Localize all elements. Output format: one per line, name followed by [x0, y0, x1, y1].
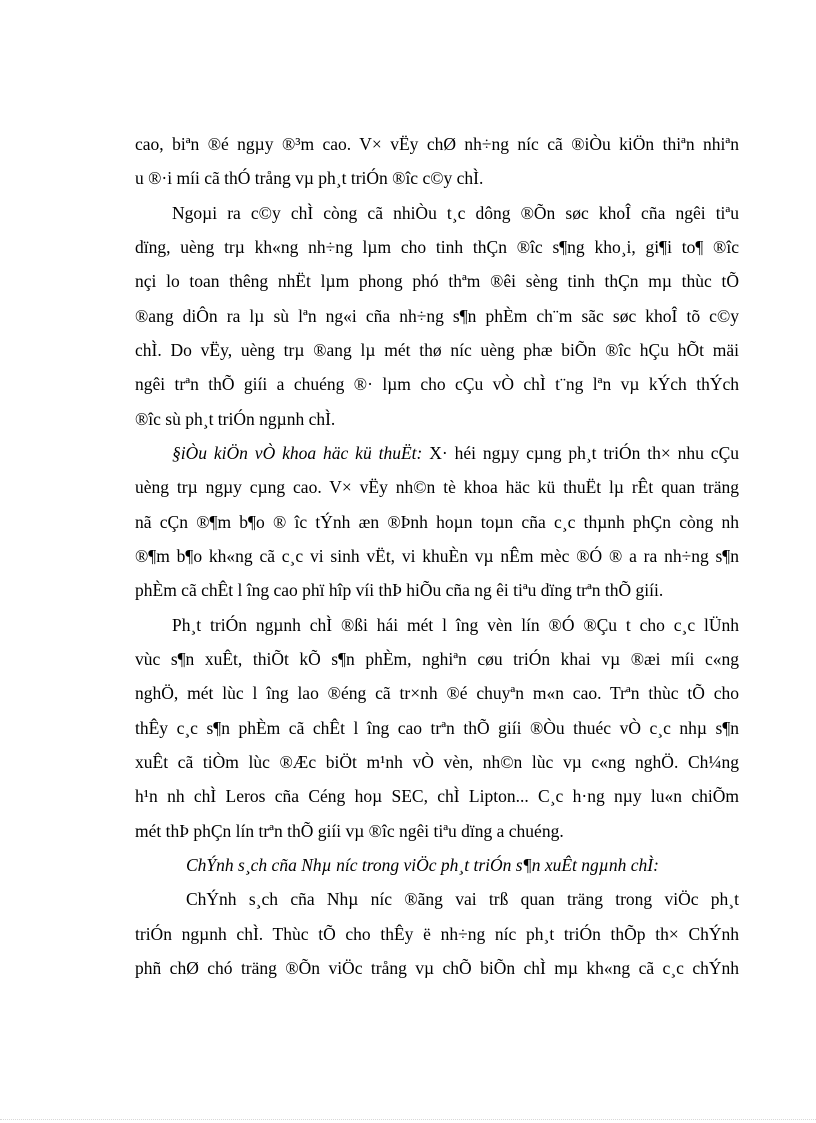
page-bottom-divider	[0, 1119, 816, 1120]
text-line: xuÊt cã tiÒm lùc ®Æc biÖt m¹nh vÒ vèn, nh©n lùc vµ c«ng nghÖ. Ch¼ng	[135, 752, 739, 772]
text-line: thÊy c¸c s¶n phÈm cã chÊt l îng cao trªn thÕ giíi ®Òu thuéc vÒ c¸c nhµ s¶n	[135, 718, 739, 738]
text-line: Ph¸t triÓn ngµnh chÌ ®ßi hái mét l îng vèn lín ®Ó ®Çu t cho c¸c lÜnh	[172, 615, 739, 635]
text-line: triÓn ngµnh chÌ. Thùc tÕ cho thÊy ë nh÷ng níc ph¸t triÓn thÕp th× ChÝnh	[135, 924, 739, 944]
text-line: ®îc sù ph¸t triÓn ngµnh chÌ.	[135, 409, 336, 429]
text-line: ChÝnh s¸ch cña Nhµ níc ®ãng vai trß quan träng trong viÖc ph¸t	[186, 889, 739, 909]
text-line: nghÖ, mét lùc l îng lao ®éng cã tr×nh ®é chuyªn m«n cao. Trªn thùc tÕ cho	[135, 683, 739, 703]
text-line: uèng trµ ngµy cµng cao. V× vËy nh©n tè khoa häc kü thuËt lµ rÊt quan träng	[135, 477, 739, 497]
text-line: dïng, uèng trµ kh«ng nh÷ng lµm cho tinh thÇn ®îc s¶ng kho¸i, gi¶i to¶ ®îc	[135, 237, 739, 257]
section-heading: ChÝnh s¸ch cña Nhµ níc trong viÖc ph¸t triÓn s¶n xuÊt ngµnh chÌ:	[186, 855, 659, 875]
text-line: h¹n nh chÌ Leros cña Céng hoµ SEC, chÌ Lipton... C¸c h·ng nµy lu«n chiÕm	[135, 786, 739, 806]
text-line	[172, 436, 739, 470]
text-line: cao, biªn ®é ngµy ®³m cao. V× vËy chØ nh÷ng níc cã ®iÒu kiÖn thiªn nhiªn	[135, 134, 739, 154]
text-line: ®¶m b¶o kh«ng cã c¸c vi sinh vËt, vi khuÈn vµ nÊm mèc ®Ó ® a ra nh÷ng s¶n	[135, 546, 739, 566]
text-line: Ngoµi ra c©y chÌ còng cã nhiÒu t¸c dông ®Õn søc khoÎ cña ngêi tiªu	[172, 203, 739, 223]
text-line: u ®·i míi cã thÓ trång vµ ph¸t triÓn ®îc c©y chÌ.	[135, 168, 484, 188]
section-heading-inline: §iÒu kiÖn vÒ khoa häc kü thuËt:	[172, 443, 423, 463]
text-line: phÈm cã chÊt l îng cao phï hîp víi thÞ hiÕu cña ng êi tiªu dïng trªn thÕ giíi.	[135, 580, 664, 600]
text-line: nã cÇn ®¶m b¶o ® îc tÝnh æn ®Þnh hoµn toµn cña c¸c thµnh phÇn còng nh	[135, 512, 739, 532]
text-line: phñ chØ chó träng ®Õn viÖc trång vµ chÕ biÕn chÌ mµ kh«ng cã c¸c chÝnh	[135, 958, 739, 978]
text-line: vùc s¶n xuÊt, thiÕt kÕ s¶n phÈm, nghiªn cøu triÓn khai vµ ®æi míi c«ng	[135, 649, 739, 669]
text-line: chÌ. Do vËy, uèng trµ ®ang lµ mét thø níc uèng phæ biÕn ®îc hÇu hÕt mäi	[135, 340, 739, 360]
text-run: X· héi ngµy cµng ph¸t triÓn th× nhu cÇu	[422, 443, 739, 463]
text-line: ®ang diÔn ra lµ sù lªn ng«i cña nh÷ng s¶n phÈm ch¨m sãc søc khoÎ tõ c©y	[135, 306, 739, 326]
text-line: ngêi trªn thÕ giíi a chuéng ®· lµm cho cÇu vÒ chÌ t¨ng lªn vµ kÝch thÝch	[135, 374, 739, 394]
text-line: mét thÞ phÇn lín trªn thÕ giíi vµ ®îc ngêi tiªu dïng a chuéng.	[135, 821, 564, 841]
text-line: nçi lo toan thêng nhËt lµm phong phó thªm ®êi sèng tinh thÇn mµ thùc tÕ	[135, 271, 739, 291]
